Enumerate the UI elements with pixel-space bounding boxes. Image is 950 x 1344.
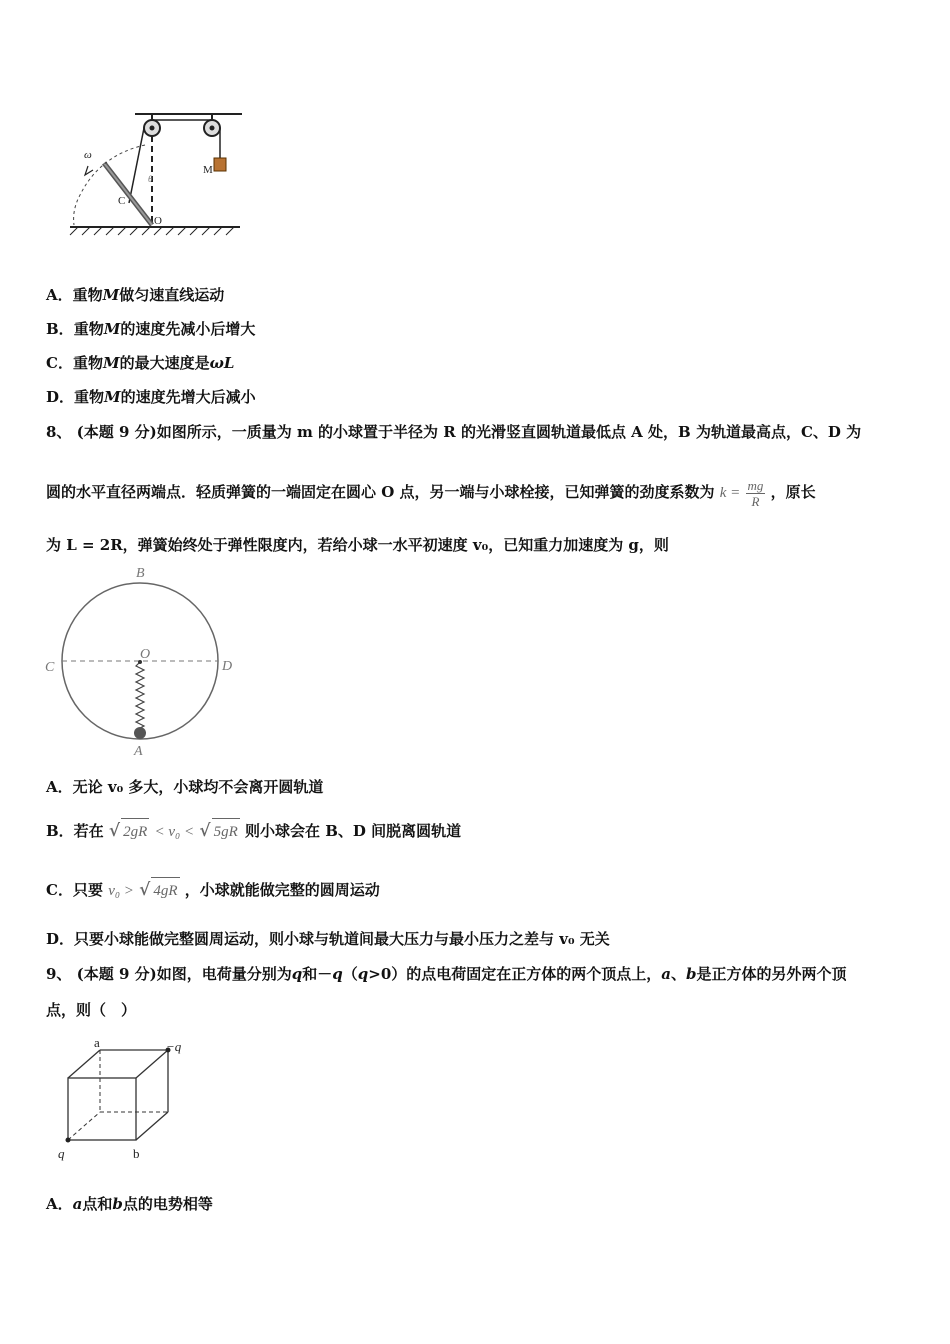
point-b-label: B bbox=[136, 566, 145, 581]
k-fraction: $\frac{mg}{R}$ bbox=[747, 477, 764, 509]
q9-stem-line1: 9、 (本题 9 分)如图，电荷量分别为q和－q（q>0）的点电荷固定在正方体的两个顶点上，a、b是正方体的另外两个顶 bbox=[46, 965, 847, 983]
omega-label: ω bbox=[84, 149, 92, 161]
q7-option-d[interactable]: D．重物M的速度先增大后减小 bbox=[46, 388, 256, 406]
point-d-label: D bbox=[222, 659, 233, 674]
q7-option-b[interactable]: B．重物M的速度先减小后增大 bbox=[46, 320, 256, 338]
q8-stem-line3: 为 L = 2R，弹簧始终处于弹性限度内，若给小球一水平初速度 v₀，已知重力加速度为 g，则 bbox=[46, 536, 669, 554]
vertex-b-label: b bbox=[133, 1146, 140, 1161]
circle-track-figure bbox=[40, 563, 250, 758]
point-c-label: C bbox=[45, 660, 55, 675]
cube-figure bbox=[50, 1036, 200, 1166]
q8-option-d[interactable]: D．只要小球能做完整圆周运动，则小球与轨道间最大压力与最小压力之差与 v₀ 无关 bbox=[46, 930, 610, 948]
q8-option-a[interactable]: A．无论 v₀ 多大，小球均不会离开圆轨道 bbox=[46, 778, 324, 796]
o-label: O bbox=[154, 215, 162, 227]
q7-option-a[interactable]: A．重物M做匀速直线运动 bbox=[46, 286, 225, 304]
c-label: C bbox=[118, 195, 126, 207]
q9-option-a[interactable]: A．a点和b点的电势相等 bbox=[46, 1195, 213, 1213]
charge-neg-q-label: −q bbox=[166, 1039, 182, 1054]
q8-stem-line1: 8、 (本题 9 分)如图所示，一质量为 m 的小球置于半径为 R 的光滑竖直圆轨道最低点 A 处，B 为轨道最高点，C、D 为 bbox=[46, 423, 862, 441]
vertex-a-label: a bbox=[94, 1036, 100, 1050]
q8-stem-line2: 圆的水平直径两端点．轻质弹簧的一端固定在圆心 O 点，另一端与小球栓接，已知弹簧的劲度系数为 k = $\frac{mg}{R}$ ，原长 bbox=[46, 477, 816, 509]
q8-option-b[interactable]: B．若在 √ 2gR < v₀ < √ 5gR 则小球会在 B、D 间脱离圆轨道 bbox=[46, 818, 461, 845]
k-symbol: k = bbox=[719, 485, 741, 501]
q8-option-c[interactable]: C．只要 v₀ > √ 4gR ，小球就能做完整的圆周运动 bbox=[46, 877, 380, 904]
theta-label: θ bbox=[148, 174, 153, 184]
charge-q-label: q bbox=[58, 1146, 65, 1161]
q9-stem-line2: 点，则（ ） bbox=[46, 1001, 137, 1019]
q7-option-c[interactable]: C．重物M的最大速度是ωL bbox=[46, 354, 235, 372]
mass-label: M bbox=[203, 164, 213, 176]
point-a-label: A bbox=[134, 744, 143, 758]
point-o-label: O bbox=[140, 647, 151, 662]
pulley-rod-figure bbox=[60, 100, 260, 245]
